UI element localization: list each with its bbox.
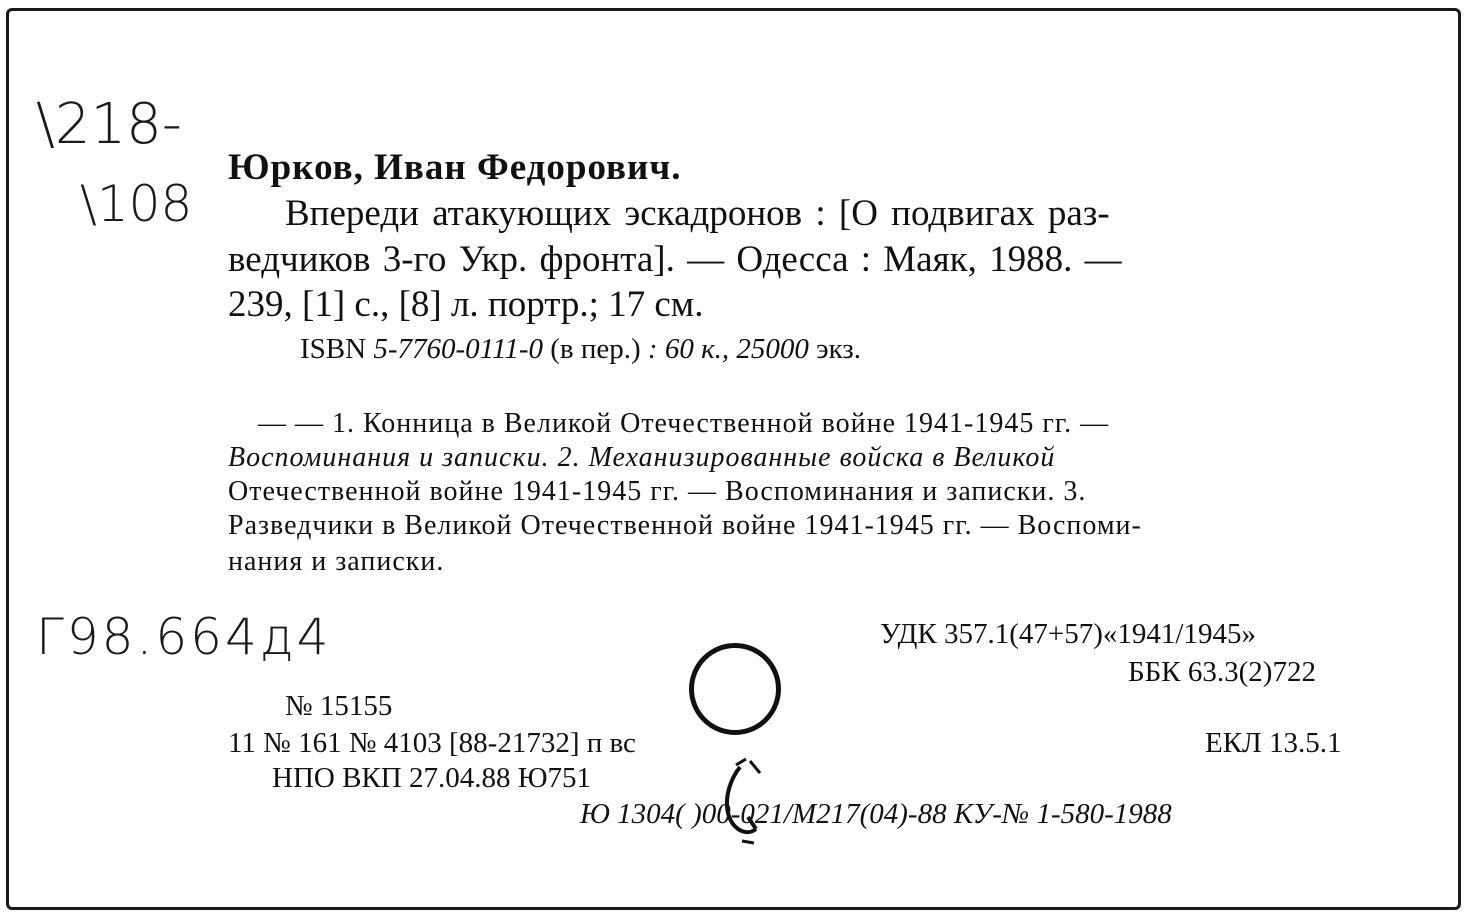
call-number-line2: \108 bbox=[80, 175, 193, 233]
subject-line-5: нания и записки. bbox=[228, 546, 445, 577]
isbn-line bbox=[300, 333, 861, 366]
description-line-3: 239, [1] с., [8] л. портр.; 17 см. bbox=[228, 284, 704, 325]
call-number-line1: \218- bbox=[36, 92, 182, 157]
isbn-copies: экз. bbox=[816, 333, 861, 365]
print-info-line-2: НПО ВКП 27.04.88 Ю751 bbox=[272, 762, 592, 794]
description-line-1: Впереди атакующих эскадронов : [О подвигах раз- bbox=[285, 193, 1110, 234]
isbn-price: : 60 к., 25000 bbox=[647, 333, 809, 365]
subject-line-1: — — 1. Конница в Великой Отечественной войне 1941-1945 гг. — bbox=[258, 408, 1110, 439]
udk-code: УДК 357.1(47+57)«1941/1945» bbox=[880, 618, 1256, 650]
punch-hole-mark bbox=[712, 755, 802, 850]
description-line-2: ведчиков 3-го Укр. фронта]. — Одесса : Маяк, 1988. — bbox=[228, 239, 1122, 280]
handwritten-classification: Г98.664д4 bbox=[36, 608, 332, 666]
author-heading: Юрков, Иван Федорович. bbox=[228, 147, 682, 188]
print-info-line-1: 11 № 161 № 4103 [88-21732] п вс bbox=[228, 727, 636, 759]
isbn-number: 5-7760-0111-0 bbox=[373, 333, 543, 365]
ekl-code: ЕКЛ 13.5.1 bbox=[1205, 727, 1342, 759]
bbk-code: ББК 63.3(2)722 bbox=[1128, 656, 1316, 688]
isbn-label: ISBN bbox=[300, 333, 367, 365]
subject-line-2: Воспоминания и записки. 2. Механизированные войска в Великой bbox=[228, 442, 1056, 473]
print-info-line-3: Ю 1304( )00-021/М217(04)-88 КУ-№ 1-580-1988 bbox=[580, 798, 1172, 830]
subject-line-4: Разведчики в Великой Отечественной войне 1941-1945 гг. — Воспоми- bbox=[228, 510, 1142, 541]
stamp-circle bbox=[689, 643, 781, 735]
card-number: № 15155 bbox=[285, 690, 393, 722]
subject-line-3: Отечественной войне 1941-1945 гг. — Воспоминания и записки. 3. bbox=[228, 476, 1087, 507]
isbn-binding: (в пер.) bbox=[550, 333, 641, 365]
